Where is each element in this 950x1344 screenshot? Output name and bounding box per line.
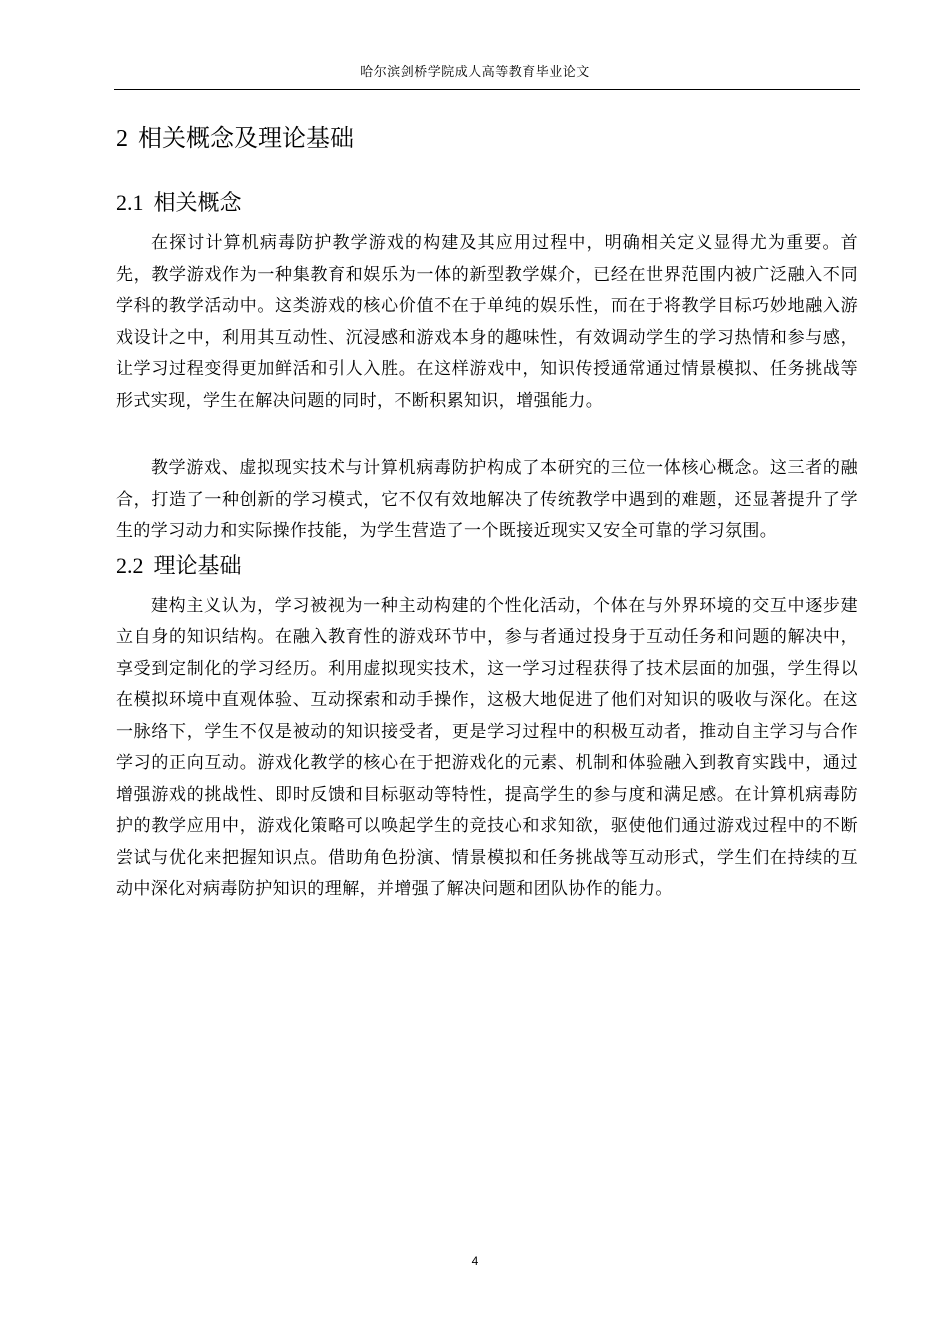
section-number: 2.1 bbox=[116, 190, 144, 215]
paragraph: 建构主义认为，学习被视为一种主动构建的个性化活动，个体在与外界环境的交互中逐步建立自身的知识结构。在融入教育性的游戏环节中，参与者通过投身于互动任务和问题的解决中，享受到定制化的学习经历。利用虚拟现实技术，这一学习过程获得了技术层面的加强，学生得以在模拟环境中直观体验、互动探索和动手操作，这极大地促进了他们对知识的吸收与深化。在这一脉络下，学生不仅是被动的知识接受者，更是学习过程中的积极互动者，推动自主学习与合作学习的正向互动。游戏化教学的核心在于把游戏化的元素、机制和体验融入到教育实践中，通过增强游戏的挑战性、即时反馈和目标驱动等特性，提高学生的参与度和满足感。在计算机病毒防护的教学应用中，游戏化策略可以唤起学生的竞技心和求知欲，驱使他们通过游戏过程中的不断尝试与优化来把握知识点。借助角色扮演、情景模拟和任务挑战等互动形式，学生们在持续的互动中深化对病毒防护知识的理解，并增强了解决问题和团队协作的能力。 bbox=[116, 595, 858, 899]
chapter-number: 2 bbox=[116, 126, 128, 152]
chapter-heading bbox=[116, 118, 858, 159]
section-number: 2.2 bbox=[116, 552, 144, 578]
paragraph: 教学游戏、虚拟现实技术与计算机病毒防护构成了本研究的三位一体核心概念。这三者的融合，打造了一种创新的学习模式，它不仅有效地解决了传统教学中遇到的难题，还显著提升了学生的学习动力和实际操作技能，为学生营造了一个既接近现实又安全可靠的学习氛围。 bbox=[116, 458, 858, 541]
page-number: 4 bbox=[471, 1254, 479, 1268]
running-header: 哈尔滨剑桥学院成人高等教育毕业论文 bbox=[360, 65, 590, 80]
chapter-title: 相关概念及理论基础 bbox=[138, 124, 354, 152]
header-divider bbox=[114, 89, 860, 90]
section-title: 相关概念 bbox=[153, 191, 242, 216]
section-title: 理论基础 bbox=[153, 553, 242, 579]
section-heading bbox=[116, 185, 858, 222]
paragraph: 在探讨计算机病毒防护教学游戏的构建及其应用过程中，明确相关定义显得尤为重要。首先，教学游戏作为一种集教育和娱乐为一体的新型教学媒介，已经在世界范围内被广泛融入不同学科的教学活动中。这类游戏的核心价值不在于单纯的娱乐性，而在于将教学目标巧妙地融入游戏设计之中，利用其互动性、沉浸感和游戏本身的趣味性，有效调动学生的学习热情和参与感，让学习过程变得更加鲜活和引人入胜。在这样游戏中，知识传授通常通过情景模拟、任务挑战等形式实现，学生在解决问题的同时，不断积累知识，增强能力。 bbox=[116, 233, 858, 411]
page-content bbox=[116, 118, 858, 906]
section-heading bbox=[116, 548, 858, 585]
